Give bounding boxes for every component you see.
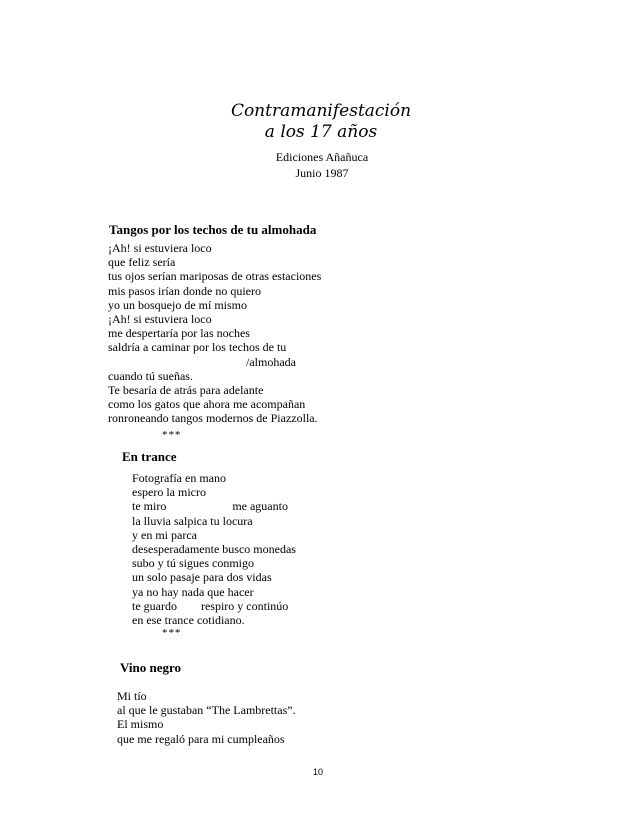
verse-line: El mismo <box>117 717 164 732</box>
verse-line: ¡Ah! si estuviera loco <box>108 241 212 255</box>
verse-line: desesperadamente busco monedas <box>132 541 296 556</box>
verse-line: Fotografía en mano <box>132 471 226 485</box>
verse-line: y en mi parca <box>132 527 197 542</box>
poem-body-tangos <box>108 241 321 425</box>
verse-line: en ese trance cotidiano. <box>132 612 245 627</box>
verse-line: Mi tío <box>117 689 147 703</box>
verse-line: como los gatos que ahora me acompañan <box>108 397 306 412</box>
verse-line: cuando tú sueñas. <box>108 368 193 383</box>
verse-line: al que le gustaban “The Lambrettas”. <box>117 703 296 718</box>
verse-line: me despertaría por las noches <box>108 326 250 341</box>
verse-line: que feliz sería <box>108 255 176 270</box>
poem-body-vino-negro <box>117 689 296 746</box>
verse-line: que me regaló para mi cumpleaños <box>117 731 285 746</box>
verse-line: te miro me aguanto <box>132 499 288 514</box>
poem-title-en-trance: En trance <box>122 449 177 464</box>
verse-line: un solo pasaje para dos vidas <box>132 570 272 585</box>
poem-body-en-trance <box>132 471 296 627</box>
verse-line: te guardo respiro y continúo <box>132 598 289 613</box>
verse-line: saldría a caminar por los techos de tu <box>108 340 287 355</box>
book-title-line-1: Contramanifestación <box>230 101 412 121</box>
verse-line: espero la micro <box>132 485 206 500</box>
verse-line: yo un bosquejo de mí mismo <box>108 297 247 312</box>
book-title-line-2: a los 17 años <box>264 122 378 142</box>
verse-line: /almohada <box>108 354 296 369</box>
page-number: 10 <box>313 767 324 777</box>
verse-line: mis pasos irían donde no quiero <box>108 283 261 298</box>
publisher: Ediciones Añañuca <box>275 150 369 164</box>
verse-line: subo y tú sigues conmigo <box>132 556 254 571</box>
section-separator: *** <box>162 627 182 639</box>
verse-line: tus ojos serían mariposas de otras estaciones <box>108 269 322 284</box>
verse-line: Te besaría de atrás para adelante <box>108 382 264 397</box>
verse-line: la lluvia salpica tu locura <box>132 513 253 528</box>
poem-title-vino-negro: Vino negro <box>120 660 182 675</box>
publication-date: Junio 1987 <box>295 166 349 180</box>
verse-line: ya no hay nada que hacer <box>132 584 254 599</box>
verse-line: ¡Ah! si estuviera loco <box>108 311 212 326</box>
verse-line: ronroneando tangos modernos de Piazzolla. <box>108 411 318 426</box>
section-separator: *** <box>162 429 182 441</box>
poem-title-tangos: Tangos por los techos de tu almohada <box>109 222 317 237</box>
